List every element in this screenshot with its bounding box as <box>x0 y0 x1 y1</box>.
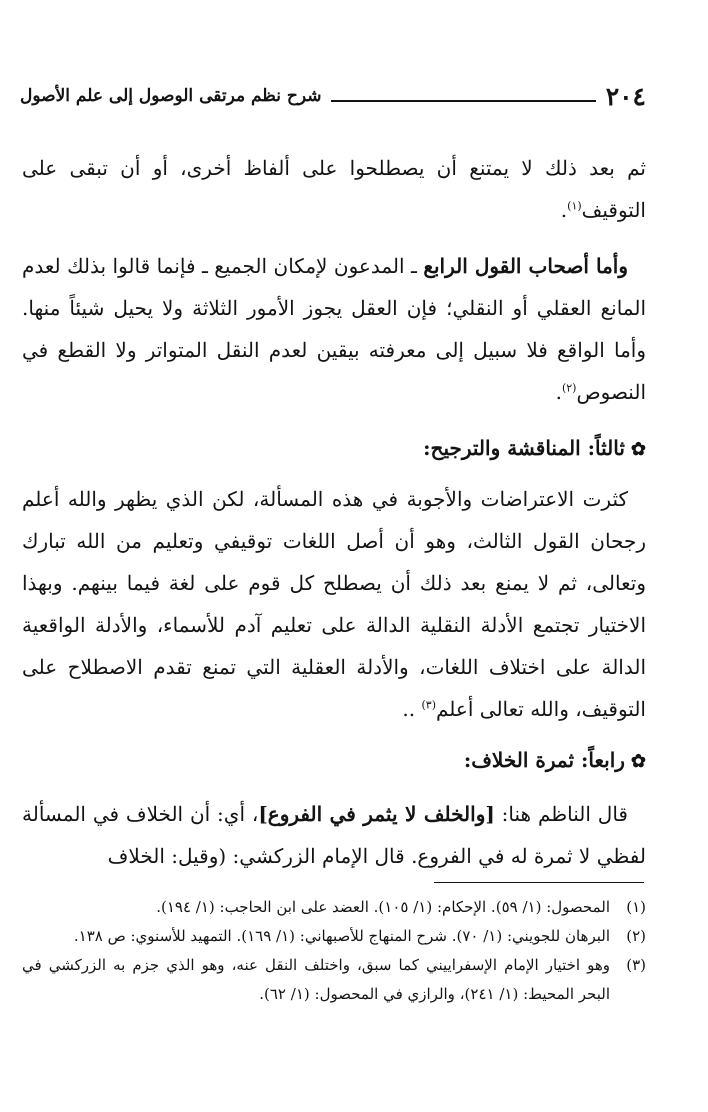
flower-icon: ✿ <box>630 751 646 772</box>
footnote-separator <box>434 882 644 883</box>
footnotes <box>22 893 646 1009</box>
flower-icon: ✿ <box>630 439 646 460</box>
paragraph-3-text: كثرت الاعتراضات والأجوبة في هذه المسألة، لكن الذي يظهر والله أعلم رجحان القول الثالث، وهو أن أصل اللغات توقيفي وتعليم من الله تبارك وتعالى، ثم لا يمنع بعد ذلك أن يصطلح كل قوم على لغة فيما بينهم. وبهذا الاختيار تجتمع الأدلة النقلية الدالة على تعليم آدم للأسماء، والأدلة الواقعية الدالة على اختلاف اللغات، والأدلة العقلية التي تمنع تقدم الاصطلاح على التوقيف، والله تعالى أعلم <box>22 487 646 721</box>
footnote-item <box>22 951 646 1009</box>
footnote-text: وهو اختيار الإمام الإسفراييني كما سبق، واختلف النقل عنه، وهو الذي جزم به الزركشي في البحر المحيط: (١/ ٢٤١)، والرازي في المحصول: (١/ ٦٢). <box>22 956 610 1003</box>
paragraph-3-end: .. <box>402 697 422 721</box>
paragraph-4 <box>22 793 646 877</box>
footnote-ref-1[interactable]: (١) <box>567 199 582 213</box>
verse-quote: [والخلف لا يثمر في الفروع] <box>258 802 495 826</box>
paragraph-2-text: ـ المدعون لإمكان الجميع ـ فإنما قالوا بذلك لعدم المانع العقلي أو النقلي؛ فإن العقل يجوز الأمور الثلاثة ولا يحيل شيئاً منها. وأما الواقع فلا سبيل إلى معرفته بيقين لعدم النقل المتواتر ولا القطع في النصوص <box>22 254 646 404</box>
paragraph-3 <box>22 478 646 730</box>
section-heading-4 <box>22 740 646 782</box>
paragraph-2 <box>22 245 646 413</box>
page-header <box>20 78 646 114</box>
footnote-text: البرهان للجويني: (١/ ٧٠). شرح المنهاج للأصبهاني: (١/ ١٦٩). التمهيد للأسنوي: ص ١٣٨. <box>73 927 610 945</box>
paragraph-1-text: ثم بعد ذلك لا يمتنع أن يصطلحوا على ألفاظ أخرى، أو أن تبقى على التوقيف <box>22 156 646 222</box>
section-heading-3-title: المناقشة والترجيح: <box>423 436 588 460</box>
paragraph-2-end: . <box>555 380 562 404</box>
paragraph-4-after: ، أي: أن الخلاف في المسألة لفظي لا ثمرة له في الفروع. قال الإمام الزركشي: (وقيل: الخلاف <box>22 802 646 868</box>
section-heading-4-title: ثمرة الخلاف: <box>463 748 581 772</box>
paragraph-2-lead: وأما أصحاب القول الرابع <box>423 254 628 278</box>
page-number: ٢٠٤ <box>605 81 646 111</box>
footnote-number: (١) <box>626 898 646 916</box>
paragraph-1 <box>22 147 646 231</box>
footnote-number: (٣) <box>626 956 646 974</box>
footnote-ref-3[interactable]: (٣) <box>421 698 436 712</box>
header-rule <box>331 100 595 102</box>
book-title: شرح نظم مرتقى الوصول إلى علم الأصول <box>20 86 322 106</box>
footnote-text: المحصول: (١/ ٥٩). الإحكام: (١/ ١٠٥). العضد على ابن الحاجب: (١/ ١٩٤). <box>156 898 610 916</box>
footnote-number: (٢) <box>626 927 646 945</box>
section-heading-4-prefix: رابعاً: <box>581 748 625 772</box>
section-heading-3 <box>22 428 646 470</box>
section-heading-3-prefix: ثالثاً: <box>587 436 625 460</box>
paragraph-4-before: قال الناظم هنا: <box>494 802 628 826</box>
footnote-item <box>22 893 646 922</box>
footnote-ref-2[interactable]: (٢) <box>561 381 577 395</box>
footnote-item <box>22 922 646 951</box>
paragraph-1-end: . <box>560 198 568 222</box>
